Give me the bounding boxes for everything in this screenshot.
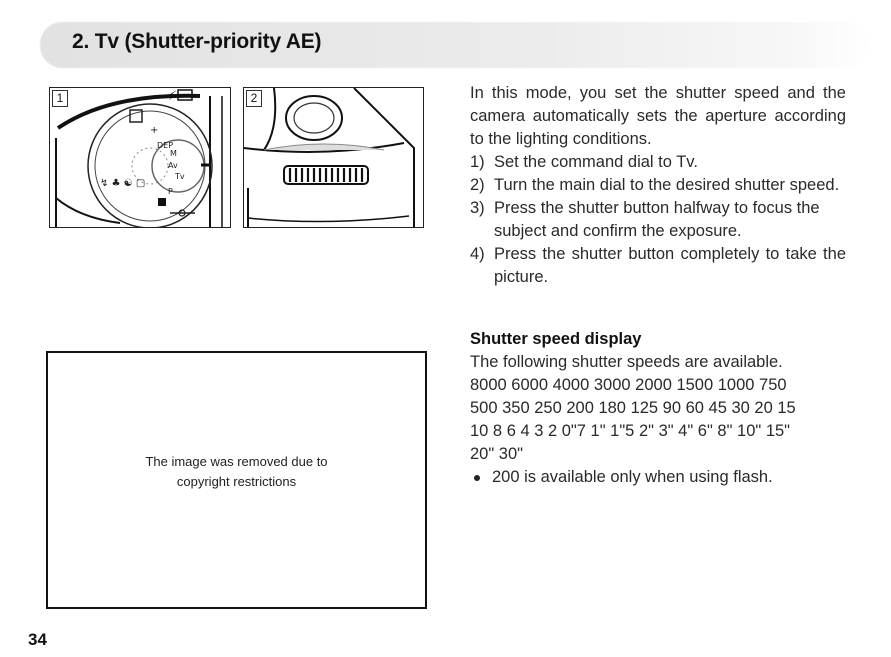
speed-line: 500 350 250 200 180 125 90 60 45 30 20 15: [470, 399, 796, 417]
dial-label-p: P: [168, 187, 173, 196]
step-item: [470, 243, 846, 289]
figure-number: 1: [52, 90, 68, 107]
bullet-icon: [474, 475, 480, 481]
speed-line: 20" 30": [470, 445, 524, 463]
step-text: Turn the main dial to the desired shutter speed.: [494, 176, 840, 194]
dial-label-dep: DEP: [157, 141, 174, 150]
steps-list: [470, 151, 846, 289]
speeds-intro: The following shutter speeds are available.: [470, 353, 783, 371]
figure-number: 2: [246, 90, 262, 107]
intro-paragraph: In this mode, you set the shutter speed and the camera automatically sets the aperture according to the lighting conditions.: [470, 84, 846, 148]
step-item: [470, 174, 846, 197]
command-dial-illustration: [50, 88, 231, 228]
svg-text:⚡: ⚡: [168, 89, 178, 104]
flash-note: [470, 466, 846, 489]
step-number: 2): [470, 176, 485, 194]
step-item: [470, 151, 846, 174]
svg-text:↯ ♣ ☯ ▢: ↯ ♣ ☯ ▢: [100, 178, 146, 189]
step-number: 4): [470, 245, 485, 263]
step-number: 3): [470, 199, 485, 217]
svg-text:+: +: [150, 125, 159, 136]
shutter-speed-list: [470, 351, 846, 489]
flash-note-text: 200 is available only when using flash.: [492, 468, 773, 486]
main-dial-illustration: [244, 88, 424, 228]
step-text: Set the command dial to Tv.: [494, 153, 698, 171]
removed-image-notice: The image was removed due to copyright restrictions: [145, 454, 328, 489]
figure-main-dial: [243, 87, 424, 228]
speed-line: 8000 6000 4000 3000 2000 1500 1000 750: [470, 376, 787, 394]
section-heading: Shutter speed display: [470, 330, 642, 348]
dial-label-av: Av: [168, 161, 178, 170]
removed-image-placeholder: [46, 351, 427, 609]
instructions: [470, 82, 846, 289]
page-title: 2. Tv (Shutter-priority AE): [72, 30, 322, 53]
figure-command-dial: [49, 87, 231, 228]
step-number: 1): [470, 153, 485, 171]
speed-line: 10 8 6 4 3 2 0"7 1" 1"5 2" 3" 4" 6" 8" 10" 15": [470, 422, 791, 440]
step-text: Press the shutter button halfway to focus the subject and confirm the exposure.: [494, 199, 820, 240]
step-item: [470, 197, 846, 243]
dial-label-m: M: [170, 149, 177, 158]
dial-label-tv: Tv: [175, 172, 185, 181]
page-number: 34: [28, 630, 47, 649]
step-text: Press the shutter button completely to take the picture.: [494, 245, 846, 286]
